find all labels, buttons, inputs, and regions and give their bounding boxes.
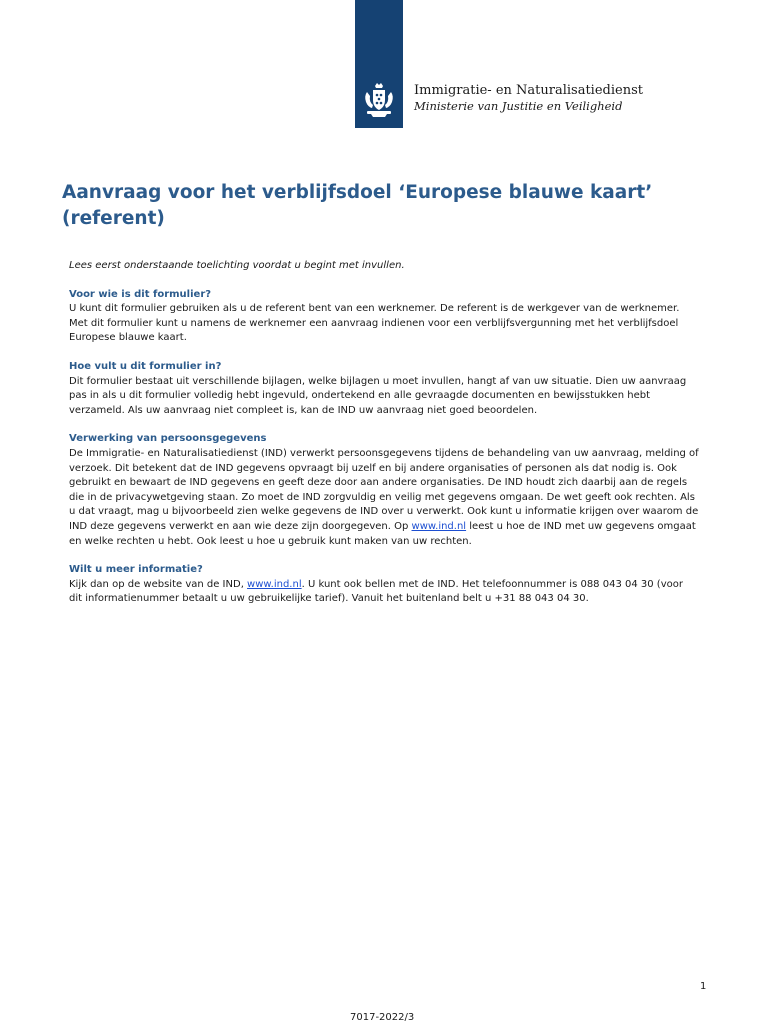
section-body: Dit formulier bestaat uit verschillende bijlagen, welke bijlagen u moet invullen, hangt af van uw situatie. Dien uw aanvraag pas in als u dit formulier volledig hebt ingevuld, ondertekend en alle gevraagde documenten en bewijsstukken hebt verzameld. Als uw aanvraag niet compleet is, kan de IND uw aanvraag niet goed beoordelen. (69, 375, 687, 416)
section-heading: Hoe vult u dit formulier in? (69, 360, 222, 372)
section-more-info (69, 563, 699, 607)
section-heading: Wilt u meer informatie? (69, 564, 203, 576)
explanation-content (69, 259, 699, 621)
government-logo-band (355, 0, 403, 128)
section-heading: Voor wie is dit formulier? (69, 288, 212, 300)
section-who (69, 288, 699, 346)
page-title: Aanvraag voor het verblijfsdoel ‘Europese blauwe kaart’ (referent) (62, 182, 653, 229)
ind-website-link[interactable]: www.ind.nl (247, 578, 302, 590)
coat-of-arms-icon (359, 80, 399, 120)
body-text: Kijk dan op de website van de IND, (69, 578, 248, 590)
section-body: U kunt dit formulier gebruiken als u de referent bent van een werknemer. De referent is de werkgever van de werknemer. Met dit formulier kunt u namens de werknemer een aanvraag indienen voor een verblijfsvergunning met het verblijfsdoel Europese blauwe kaart. (69, 303, 680, 344)
form-code: 7017-2022/3 (350, 1012, 415, 1023)
section-body (69, 447, 699, 549)
ind-website-link[interactable]: www.ind.nl (411, 520, 467, 532)
ministry-name: Ministerie van Justitie en Veiligheid (414, 99, 623, 113)
section-heading: Verwerking van persoonsgegevens (69, 433, 267, 445)
section-how-to-fill (69, 360, 699, 418)
page-number: 1 (700, 981, 707, 992)
body-text: De Immigratie- en Naturalisatiedienst (IND) verwerkt persoonsgegevens tijdens de behandeling van uw aanvraag, melding of verzoek. Dit betekent dat de IND gegevens opvraagt bij uzelf en bij andere organisaties of personen als dat nodig is. Ook gebruikt en bewaart de IND gegevens en geeft deze door aan andere organisaties. De IND houdt zich daarbij aan de regels die in de privacywetgeving staan. Zo moet de IND zorgvuldig en veilig met gegevens omgaan. De wet geeft ook rechten. Als u dat vraagt, mag u bijvoorbeeld zien welke gegevens de IND over u verwerkt. Ook kunt u informatie krijgen over waarom de IND deze gegevens verwerkt en aan wie deze zijn doorgegeven. Op (69, 447, 699, 532)
organization-block (414, 82, 744, 114)
body-text: . U kunt ook bellen met de IND. Het telefoonnummer is 088 043 04 30 (voor dit informatienummer betaalt u uw gebruikelijke tarief). Vanuit het buitenland belt u +31 88 043 04 30. (69, 578, 683, 605)
section-body (69, 578, 699, 607)
body-text: leest u hoe de IND met uw gegevens omgaat en welke rechten u hebt. Ook leest u hoe u gebruik kunt maken van uw rechten. (69, 520, 696, 547)
section-personal-data (69, 432, 699, 549)
organization-name: Immigratie- en Naturalisatiedienst (414, 83, 643, 98)
intro-text: Lees eerst onderstaande toelichting voordat u begint met invullen. (69, 260, 405, 271)
